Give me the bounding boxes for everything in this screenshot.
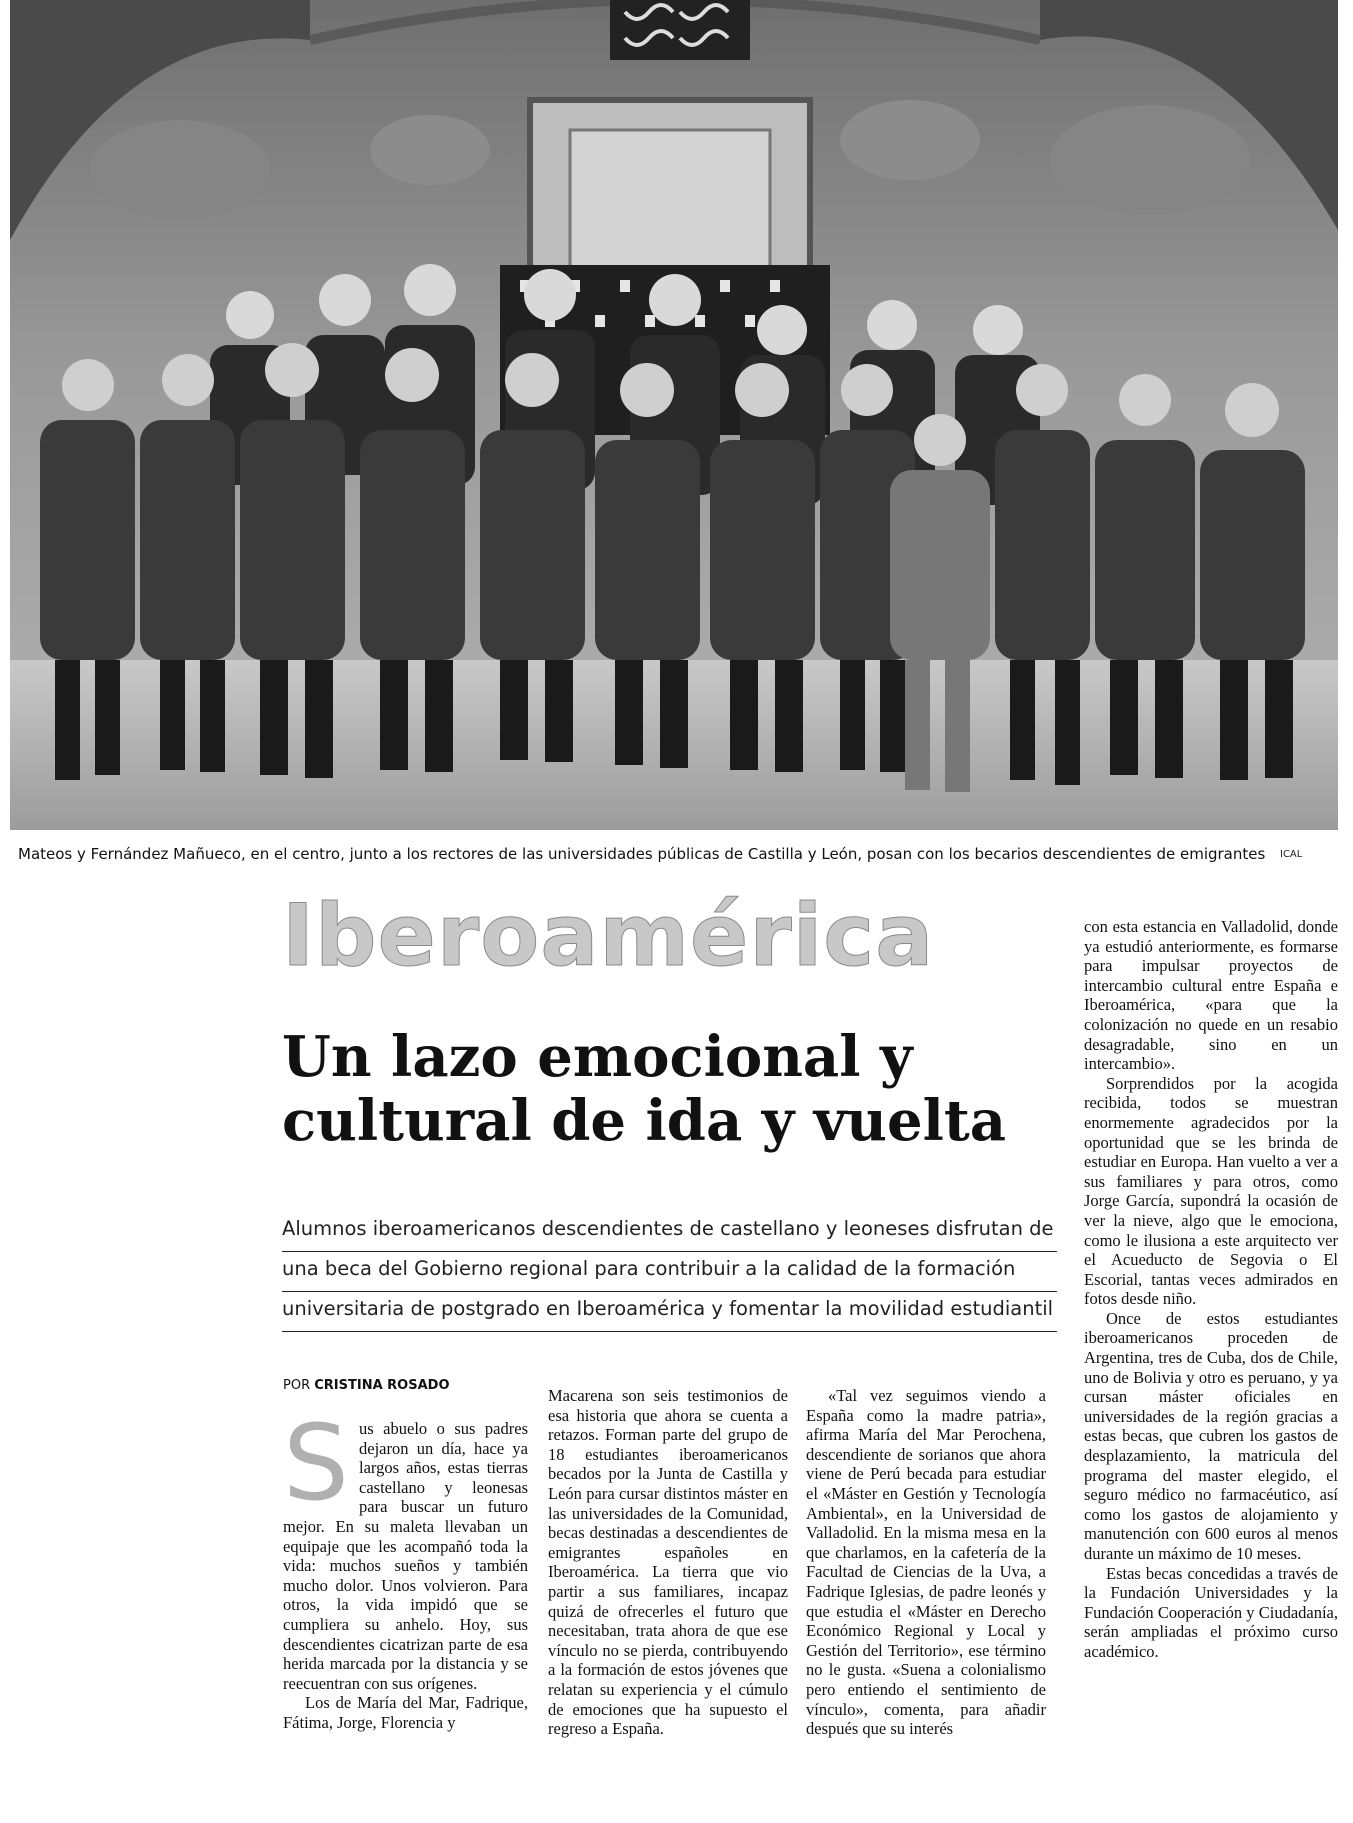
- subheadline: [282, 1212, 1057, 1332]
- article-column-2: [548, 1386, 788, 1739]
- paragraph: Estas becas concedidas a través de la Fundación Universidades y la Fundación Cooperación y Ciudadanía, serán ampliadas el próximo curso académico.: [1084, 1563, 1338, 1661]
- article-column-3: [806, 1386, 1046, 1739]
- article-column-4: [1084, 917, 1338, 1662]
- subheadline-line: universitaria de postgrado en Iberoamérica y fomentar la movilidad estudiantil: [282, 1292, 1057, 1332]
- byline-author: CRISTINA ROSADO: [314, 1378, 450, 1393]
- headline: [282, 1025, 1042, 1153]
- subheadline-line: una beca del Gobierno regional para contribuir a la calidad de la formación: [282, 1252, 1057, 1292]
- group-photo: [10, 0, 1338, 830]
- photo-credit: ICAL: [1280, 849, 1303, 860]
- headline-line: cultural de ida y vuelta: [282, 1088, 1007, 1154]
- paragraph: Macarena son seis testimonios de esa historia que ahora se cuenta a retazos. Forman parte del grupo de 18 estudiantes iberoamericanos becados por la Junta de Castilla y León para cursar distintos máster en las universidades de la Comunidad, becas destinadas a descendientes de emigrantes españoles en Iberoamérica. La tierra que vio partir a sus familiares, incapaz quizá de ofrecerles el futuro que necesitaban, trata ahora de que ese vínculo no se pierda, contribuyendo a la formación de estos jóvenes que relatan su experiencia y el cúmulo de emociones que ha supuesto el regreso a España.: [548, 1386, 788, 1739]
- subheadline-line: Alumnos iberoamericanos descendientes de castellano y leoneses disfrutan de: [282, 1212, 1057, 1252]
- drop-cap: S: [283, 1402, 350, 1524]
- paragraph: Once de estos estudiantes iberoamericanos proceden de Argentina, tres de Cuba, dos de Chile, uno de Bolivia y otro es peruano, y ya cursan máster oficiales en universidades de la región gracias a estas becas, que cubren los gastos de desplazamiento, la matricula del programa del master elegido, el seguro médico no farmacéutico, así como los gastos de alojamiento y manutención con 600 euros al menos durante un máximo de 10 meses.: [1084, 1308, 1338, 1563]
- paragraph: us abuelo o sus padres dejaron un día, hace ya largos años, estas tierras castellano y leonesas para buscar un futuro mejor. En su maleta llevaban un equipaje que les acompañó toda la vida: muchos sueños y también mucho dolor. Unos volvieron. Para otros, la vida impidó que se cumpliera su anhelo. Hoy, sus descendientes cicatrizan parte de esa herida marcada por la distancia y se reecuentran con sus orígenes.: [283, 1419, 528, 1693]
- paragraph: «Tal vez seguimos viendo a España como la madre patria», afirma María del Mar Perochena, descendiente de sorianos que ahora viene de Perú becada para estudiar el «Máster en Gestión y Tecnología Ambiental», en la Universidad de Valladolid. En la misma mesa en la que charlamos, en la cafetería de la Facultad de Ciencias de la Uva, a Fadrique Iglesias, de padre leonés y que estudia el «Máster en Derecho Económico Regional y Local y Gestión del Territorio», ese término no le gusta. «Suena a colonialismo pero entiendo el sentimiento de vínculo», comenta, para añadir después que su interés: [806, 1386, 1046, 1739]
- paragraph: con esta estancia en Valladolid, donde ya estudió anteriormente, es formarse para impulsar proyectos de intercambio cultural entre España e Iberoamérica, «para que la colonización no quede en un resabio desagradable, sino en un intercambio».: [1084, 917, 1338, 1074]
- group-photo-image: [10, 0, 1338, 830]
- paragraph: Sorprendidos por la acogida recibida, todos se muestran enormemente agradecidos por la oportunidad que se les brinda de estudiar en Europa. Han vuelto a ver a sus familiares y para otros, como Jorge García, supondrá la ocasión de ver la nieve, algo que le emociona, como le ilusiona a este arquitecto ver el Acueducto de Segovia o El Escorial, tantas veces admirados en fotos desde niño.: [1084, 1073, 1338, 1309]
- article-column-1: [283, 1402, 528, 1733]
- photo-caption: Mateos y Fernández Mañueco, en el centro, junto a los rectores de las universidades públicas de Castilla y León, posan con los becarios descendientes de emigrantes: [18, 845, 1266, 863]
- paragraph: Los de María del Mar, Fadrique, Fátima, Jorge, Florencia y: [283, 1693, 528, 1732]
- byline: [283, 1378, 450, 1393]
- byline-prefix: POR: [283, 1378, 311, 1393]
- headline-line: Un lazo emocional y: [282, 1024, 913, 1090]
- section-kicker: Iberoamérica: [282, 886, 935, 986]
